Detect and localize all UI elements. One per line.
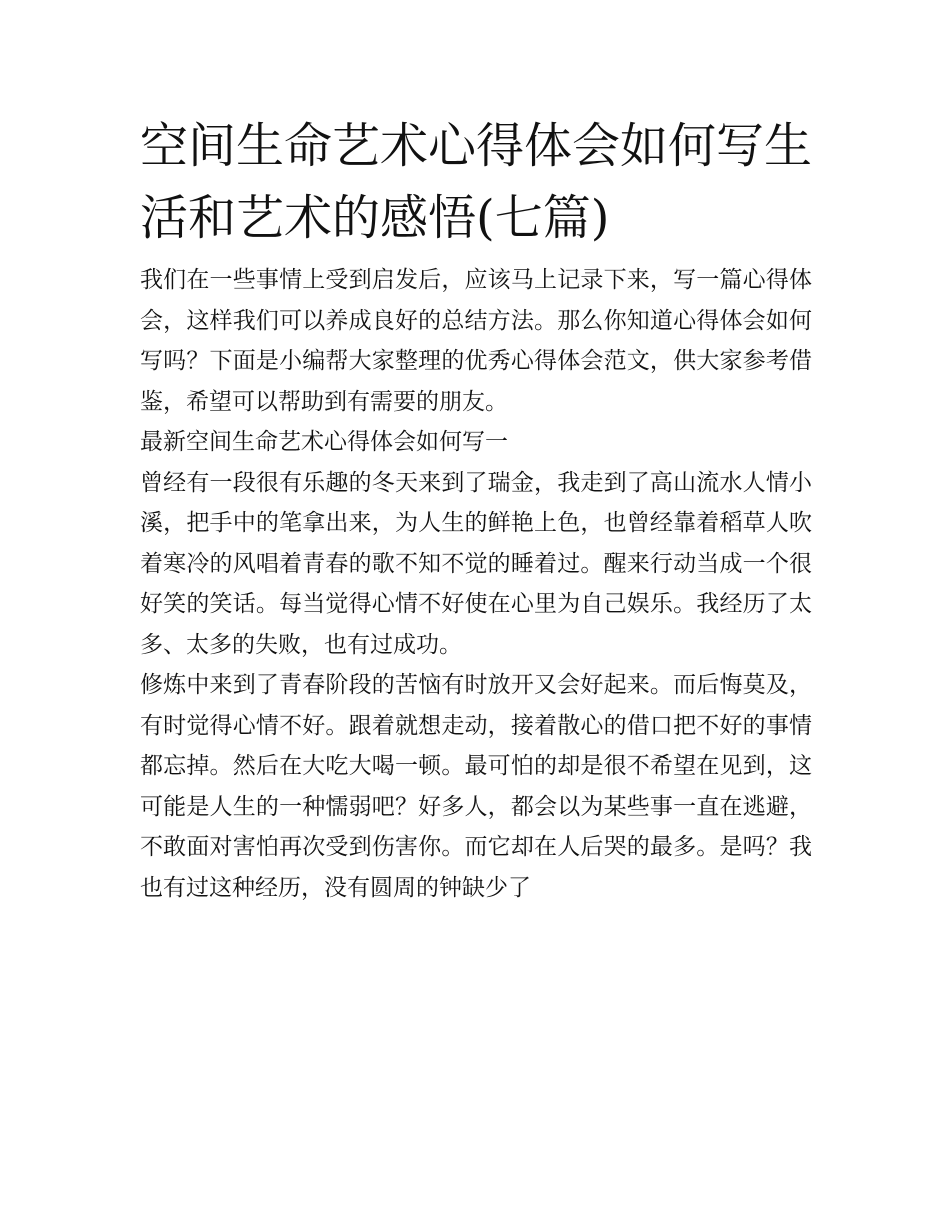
- document-page: [140, 110, 812, 908]
- intro-paragraph: 我们在一些事情上受到启发后，应该马上记录下来，写一篇心得体会，这样我们可以养成良好的总结方法。那么你知道心得体会如何写吗？下面是小编帮大家整理的优秀心得体会范文，供大家参考借鉴，希望可以帮助到有需要的朋友。: [140, 267, 812, 415]
- document-title: 空间生命艺术心得体会如何写生活和艺术的感悟(七篇): [140, 118, 813, 246]
- body-paragraph-1: 曾经有一段很有乐趣的冬天来到了瑞金，我走到了高山流水人情小溪，把手中的笔拿出来，为人生的鲜艳上色，也曾经靠着稻草人吹着寒冷的风唱着青春的歌不知不觉的睡着过。醒来行动当成一个很好笑的笑话。每当觉得心情不好使在心里为自己娱乐。我经历了太多、太多的失败，也有过成功。: [140, 469, 812, 658]
- section-heading: 最新空间生命艺术心得体会如何写一: [140, 429, 508, 455]
- body-paragraph-2: 修炼中来到了青春阶段的苦恼有时放开又会好起来。而后悔莫及，有时觉得心情不好。跟着就想走动，接着散心的借口把不好的事情都忘掉。然后在大吃大喝一顿。最可怕的却是很不希望在见到，这可能是人生的一种懦弱吧？好多人，都会以为某些事一直在逃避，不敢面对害怕再次受到伤害你。而它却在人后哭的最多。是吗？我也有过这种经历，没有圆周的钟缺少了: [140, 672, 812, 901]
